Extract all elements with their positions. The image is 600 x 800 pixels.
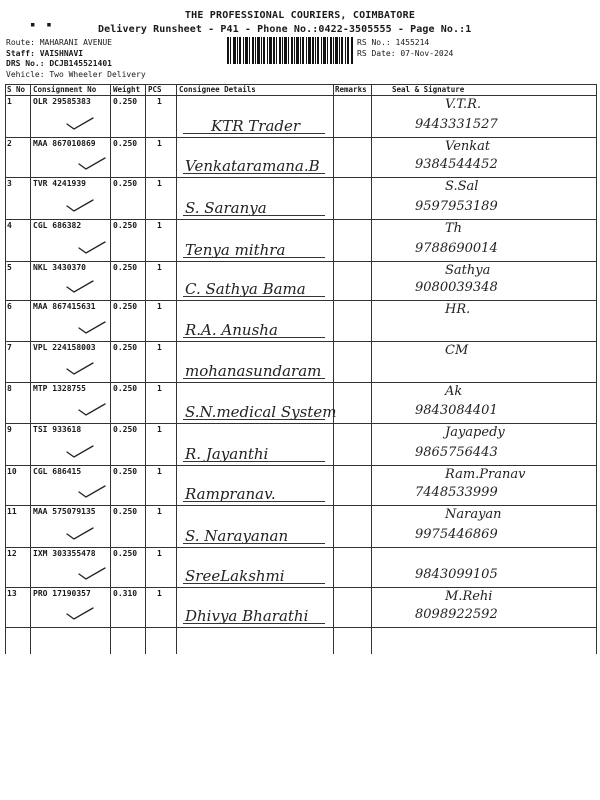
company-title: THE PROFESSIONAL COURIERS, COIMBATORE xyxy=(184,10,416,21)
piece-count: 1 xyxy=(157,467,162,476)
checkmark-icon xyxy=(77,485,107,499)
row-serial-number: 11 xyxy=(7,507,17,516)
consignee-name: S.N.medical System xyxy=(185,403,337,421)
piece-count: 1 xyxy=(157,139,162,148)
consignee-underline xyxy=(183,623,325,624)
col-header-signature: Seal & Signature xyxy=(392,85,465,94)
piece-count: 1 xyxy=(157,549,162,558)
consignee-name: mohanasundaram xyxy=(185,362,322,380)
checkmark-icon xyxy=(77,403,107,417)
route-value: MAHARANI AVENUE xyxy=(39,38,112,47)
consignee-underline xyxy=(183,419,325,420)
checkmark-icon xyxy=(65,199,95,213)
parcel-weight: 0.250 xyxy=(113,263,138,272)
consignment-number: NKL 3430370 xyxy=(33,263,86,272)
consignment-number: TVR 4241939 xyxy=(33,179,86,188)
parcel-weight: 0.250 xyxy=(113,425,138,434)
recipient-phone: 9975446869 xyxy=(415,527,498,542)
route-label: Route: xyxy=(6,38,35,47)
table-row xyxy=(5,505,596,547)
recipient-phone: 9080039348 xyxy=(415,280,498,295)
consignment-number: MAA 575079135 xyxy=(33,507,96,516)
consignee-name: Dhivya Bharathi xyxy=(185,607,309,625)
consignment-number: CGL 686415 xyxy=(33,467,82,476)
recipient-phone: 9865756443 xyxy=(415,445,498,460)
recipient-signature: V.T.R. xyxy=(445,97,482,112)
consignee-underline xyxy=(183,296,325,297)
rs-number: RS No.: 1455214 xyxy=(357,38,430,47)
parcel-weight: 0.250 xyxy=(113,343,138,352)
consignee-underline xyxy=(183,501,325,502)
parcel-weight: 0.250 xyxy=(113,467,138,476)
recipient-phone: 8098922592 xyxy=(415,607,498,622)
route-line xyxy=(6,38,146,49)
col-header-consignee: Consignee Details xyxy=(179,85,256,94)
table-row xyxy=(5,95,596,137)
consignee-underline xyxy=(183,215,325,216)
col-header-remarks: Remarks xyxy=(335,85,367,94)
table-row xyxy=(5,382,596,423)
consignee-name: R.A. Anusha xyxy=(185,321,278,339)
recipient-signature: S.Sal xyxy=(445,179,479,194)
recipient-phone: 9843099105 xyxy=(415,567,498,582)
piece-count: 1 xyxy=(157,425,162,434)
recipient-phone: 9788690014 xyxy=(415,241,498,256)
row-serial-number: 13 xyxy=(7,589,17,598)
table-row xyxy=(5,300,596,341)
consignment-number: TSI 933618 xyxy=(33,425,82,434)
checkmark-icon xyxy=(77,567,107,581)
checkmark-icon xyxy=(77,157,107,171)
recipient-phone: 9443331527 xyxy=(415,117,498,132)
recipient-signature: Ak xyxy=(445,384,463,399)
table-row xyxy=(5,547,596,587)
staff-value: VAISHNAVI xyxy=(39,48,84,58)
recipient-phone: 9384544452 xyxy=(415,157,498,172)
row-serial-number: 12 xyxy=(7,549,17,558)
row-serial-number: 10 xyxy=(7,467,17,476)
drs-value: DCJB145521401 xyxy=(49,59,112,69)
consignment-number: MAA 867010869 xyxy=(33,139,96,148)
stray-marks: ▪ ▪ xyxy=(30,20,52,30)
recipient-signature: Ram.Pranav xyxy=(445,467,526,482)
consignee-name: S. Saranya xyxy=(185,199,267,217)
consignment-number: OLR 29585383 xyxy=(33,97,91,106)
piece-count: 1 xyxy=(157,97,162,106)
runsheet-subtitle: Delivery Runsheet - P41 - Phone No.:0422-3505555 - Page No.:1 xyxy=(98,24,472,35)
consignee-underline xyxy=(183,173,325,174)
checkmark-icon xyxy=(77,321,107,335)
runsheet-table xyxy=(5,84,596,654)
consignment-number: PRO 17190357 xyxy=(33,589,91,598)
consignee-name: R. Jayanthi xyxy=(185,445,269,463)
vehicle-line: Vehicle: Two Wheeler Delivery xyxy=(6,69,146,79)
parcel-weight: 0.250 xyxy=(113,549,138,558)
row-serial-number: 7 xyxy=(7,343,12,352)
piece-count: 1 xyxy=(157,263,162,272)
parcel-weight: 0.250 xyxy=(113,302,138,311)
checkmark-icon xyxy=(65,527,95,541)
checkmark-icon xyxy=(65,117,95,131)
consignee-name: Venkataramana.B xyxy=(185,157,320,175)
table-row xyxy=(5,465,596,505)
parcel-weight: 0.310 xyxy=(113,589,138,598)
checkmark-icon xyxy=(65,280,95,294)
table-row-divider xyxy=(5,627,596,628)
piece-count: 1 xyxy=(157,221,162,230)
consignee-name: S. Narayanan xyxy=(185,527,289,545)
parcel-weight: 0.250 xyxy=(113,179,138,188)
consignee-name: SreeLakshmi xyxy=(185,567,285,585)
staff-line xyxy=(6,49,146,60)
consignee-name: KTR Trader xyxy=(211,117,301,135)
consignee-underline xyxy=(183,133,325,134)
col-header-pcs: PCS xyxy=(148,85,162,94)
recipient-signature: Venkat xyxy=(445,139,491,154)
parcel-weight: 0.250 xyxy=(113,507,138,516)
table-column-divider xyxy=(596,84,597,654)
row-serial-number: 9 xyxy=(7,425,12,434)
piece-count: 1 xyxy=(157,343,162,352)
table-row xyxy=(5,261,596,300)
table-row xyxy=(5,137,596,177)
consignment-number: CGL 686382 xyxy=(33,221,82,230)
piece-count: 1 xyxy=(157,302,162,311)
table-row xyxy=(5,423,596,465)
recipient-signature: Sathya xyxy=(445,263,491,278)
piece-count: 1 xyxy=(157,589,162,598)
consignee-underline xyxy=(183,337,325,338)
piece-count: 1 xyxy=(157,384,162,393)
recipient-phone: 9843084401 xyxy=(415,403,498,418)
table-row xyxy=(5,177,596,219)
consignee-underline xyxy=(183,378,325,379)
piece-count: 1 xyxy=(157,507,162,516)
col-header-sno: S No xyxy=(7,85,26,94)
parcel-weight: 0.250 xyxy=(113,97,138,106)
recipient-signature: CM xyxy=(445,343,469,358)
checkmark-icon xyxy=(65,362,95,376)
consignee-underline xyxy=(183,257,325,258)
parcel-weight: 0.250 xyxy=(113,221,138,230)
consignee-name: Tenya mithra xyxy=(185,241,286,259)
row-serial-number: 4 xyxy=(7,221,12,230)
row-serial-number: 5 xyxy=(7,263,12,272)
consignee-underline xyxy=(183,583,325,584)
recipient-signature: Jayapedy xyxy=(445,425,505,440)
row-serial-number: 6 xyxy=(7,302,12,311)
consignment-number: MAA 867415631 xyxy=(33,302,96,311)
recipient-signature: M.Rehi xyxy=(445,589,493,604)
recipient-phone: 9597953189 xyxy=(415,199,498,214)
table-row xyxy=(5,587,596,627)
recipient-signature: Narayan xyxy=(445,507,502,522)
rs-date: RS Date: 07-Nov-2024 xyxy=(357,49,454,58)
runsheet-info xyxy=(6,38,146,80)
consignee-name: C. Sathya Bama xyxy=(185,280,306,298)
consignee-underline xyxy=(183,543,325,544)
row-serial-number: 2 xyxy=(7,139,12,148)
piece-count: 1 xyxy=(157,179,162,188)
drs-line xyxy=(6,59,146,70)
consignee-underline xyxy=(183,461,325,462)
recipient-signature: Th xyxy=(445,221,463,236)
checkmark-icon xyxy=(77,241,107,255)
barcode xyxy=(227,37,353,64)
row-serial-number: 3 xyxy=(7,179,12,188)
consignee-name: Rampranav. xyxy=(185,485,276,503)
recipient-signature: HR. xyxy=(445,302,471,317)
consignment-number: VPL 224158003 xyxy=(33,343,96,352)
table-row xyxy=(5,341,596,382)
recipient-phone: 7448533999 xyxy=(415,485,498,500)
rs-info xyxy=(357,37,453,59)
table-row-divider xyxy=(5,84,596,85)
row-serial-number: 8 xyxy=(7,384,12,393)
table-row xyxy=(5,219,596,261)
row-serial-number: 1 xyxy=(7,97,12,106)
col-header-weight: Weight xyxy=(113,85,141,94)
parcel-weight: 0.250 xyxy=(113,139,138,148)
col-header-consignment: Consignment No xyxy=(33,85,97,94)
drs-label: DRS No.: xyxy=(6,59,45,69)
staff-label: Staff: xyxy=(6,48,35,58)
consignment-number: IXM 303355478 xyxy=(33,549,96,558)
checkmark-icon xyxy=(65,607,95,621)
consignment-number: MTP 1328755 xyxy=(33,384,86,393)
parcel-weight: 0.250 xyxy=(113,384,138,393)
checkmark-icon xyxy=(65,445,95,459)
